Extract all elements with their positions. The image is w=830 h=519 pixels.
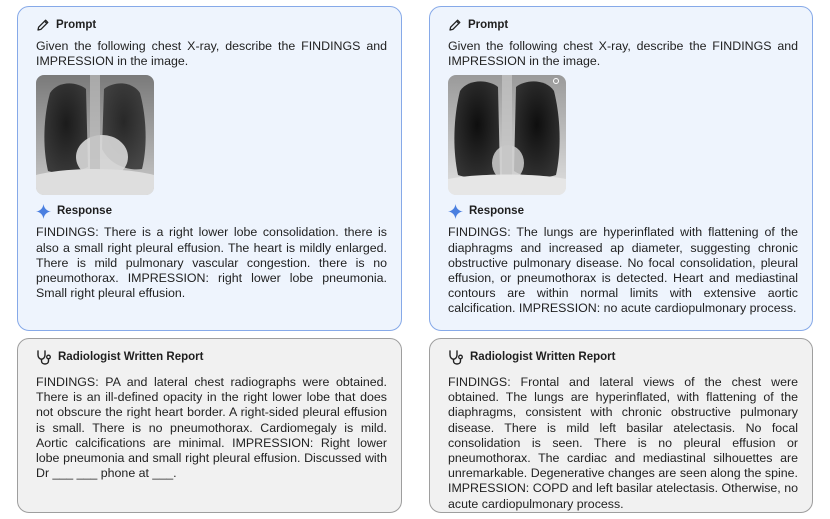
prompt-header: [448, 17, 798, 33]
report-label: Radiologist Written Report: [58, 351, 204, 363]
prompt-response-card-1: [17, 6, 402, 331]
response-header: [448, 203, 798, 219]
prompt-header: [36, 17, 387, 33]
report-text: FINDINGS: PA and lateral chest radiographs were obtained. There is an ill-defined opacity in the right lower lobe that does not obscure the right heart border. A right-sided pleural effusion is small. There is no pneumothorax. Cardiomegaly is mild. Aortic calcifications are minimal. IMPRESSION: Right lower lobe pneumonia and small right pleural effusion. Discussed with Dr ___ ___ phone at ___.: [36, 375, 387, 481]
response-label: Response: [57, 205, 112, 218]
response-label: Response: [469, 205, 524, 218]
prompt-text: Given the following chest X-ray, describe the FINDINGS and IMPRESSION in the image.: [448, 39, 798, 69]
chest-xray-image: [36, 75, 154, 195]
response-text: FINDINGS: The lungs are hyperinflated with flattening of the diaphragms and increased ap diameter, suggesting chronic obstructive pulmonary disease. No focal consolidation, pleural effusion, or pneumothorax is detected. Heart and mediastinal contours are within normal limits with extensive aortic calcification. IMPRESSION: no acute cardiopulmonary process.: [448, 225, 798, 316]
report-header: [36, 349, 387, 365]
stethoscope-icon: [36, 350, 52, 365]
chest-xray-image: [448, 75, 566, 195]
report-label: Radiologist Written Report: [470, 351, 616, 363]
pencil-icon: [448, 18, 462, 32]
prompt-text: Given the following chest X-ray, describe the FINDINGS and IMPRESSION in the image.: [36, 39, 387, 69]
prompt-label: Prompt: [56, 19, 97, 31]
report-header: [448, 349, 798, 365]
sparkle-icon: [448, 204, 463, 219]
report-text: FINDINGS: Frontal and lateral views of the chest were obtained. The lungs are hyperinflated, with flattening of the diaphragms, consistent with chronic obstructive pulmonary disease. There is mild left basilar atelectasis. No focal consolidation is seen. There is no pleural effusion or pneumothorax. The cardiac and mediastinal silhouettes are unremarkable. Degenerative changes are seen along the spine. IMPRESSION: COPD and left basilar atelectasis. Otherwise, no acute cardiopulmonary process.: [448, 375, 798, 511]
response-text: FINDINGS: There is a right lower lobe consolidation. there is also a small right pleural effusion. The heart is mildly enlarged. There is mild pulmonary vascular congestion. there is no pneumothorax. IMPRESSION: right lower lobe pneumonia. Small right pleural effusion.: [36, 225, 387, 301]
pencil-icon: [36, 18, 50, 32]
sparkle-icon: [36, 204, 51, 219]
radiologist-report-card-1: [17, 338, 402, 513]
prompt-response-card-2: [429, 6, 813, 331]
stethoscope-icon: [448, 350, 464, 365]
radiologist-report-card-2: [429, 338, 813, 513]
response-header: [36, 203, 387, 219]
prompt-label: Prompt: [468, 19, 509, 31]
